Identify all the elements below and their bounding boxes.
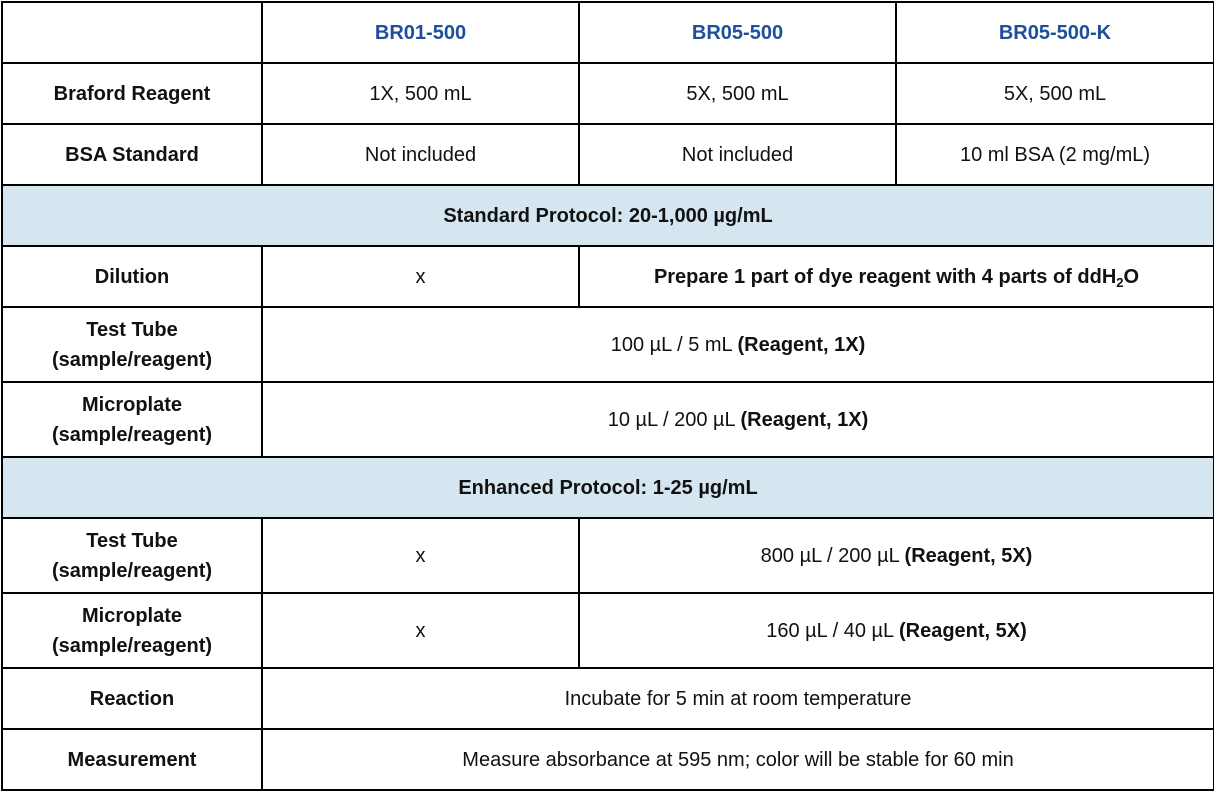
cell: 5X, 500 mL bbox=[579, 63, 896, 124]
dilution-text: Prepare 1 part of dye reagent with 4 parts of ddH bbox=[653, 265, 1117, 288]
row-label-enh-test-tube bbox=[2, 518, 262, 593]
label-line: Microplate bbox=[81, 604, 183, 627]
section-title-standard: Standard Protocol: 20-1,000 µg/mL bbox=[2, 185, 1214, 246]
cell: Incubate for 5 min at room temperature bbox=[262, 668, 1214, 729]
value-text: 800 µL / 200 µL bbox=[760, 544, 905, 567]
label-line: Test Tube bbox=[86, 318, 178, 341]
section-row bbox=[2, 185, 1214, 246]
label-line: (sample/reagent) bbox=[51, 559, 213, 582]
cell bbox=[262, 382, 1214, 457]
cell: Not included bbox=[579, 124, 896, 185]
label-line: (sample/reagent) bbox=[51, 423, 213, 446]
row-label-reaction: Reaction bbox=[2, 668, 262, 729]
value-text: 100 µL / 5 mL bbox=[610, 333, 738, 356]
section-title-enhanced: Enhanced Protocol: 1-25 µg/mL bbox=[2, 457, 1214, 518]
dilution-subscript: 2 bbox=[1116, 274, 1124, 290]
table-row bbox=[2, 668, 1214, 729]
table-row bbox=[2, 593, 1214, 668]
cell: Measure absorbance at 595 nm; color will be stable for 60 min bbox=[262, 729, 1214, 790]
section-row bbox=[2, 457, 1214, 518]
row-label-std-microplate bbox=[2, 382, 262, 457]
value-text: 10 µL / 200 µL bbox=[607, 408, 741, 431]
header-row bbox=[2, 2, 1214, 63]
column-header-br01-500: BR01-500 bbox=[262, 2, 579, 63]
table-row bbox=[2, 729, 1214, 790]
row-label-bsa: BSA Standard bbox=[2, 124, 262, 185]
label-line: (sample/reagent) bbox=[51, 348, 213, 371]
cell: x bbox=[262, 593, 579, 668]
table-row bbox=[2, 246, 1214, 307]
cell: 10 ml BSA (2 mg/mL) bbox=[896, 124, 1214, 185]
label-line: (sample/reagent) bbox=[51, 634, 213, 657]
corner-cell bbox=[2, 2, 262, 63]
value-bold: (Reagent, 5X) bbox=[898, 619, 1027, 642]
value-bold: (Reagent, 5X) bbox=[904, 544, 1033, 567]
table-row bbox=[2, 518, 1214, 593]
cell: x bbox=[262, 518, 579, 593]
table-row bbox=[2, 124, 1214, 185]
label-line: Test Tube bbox=[86, 529, 178, 552]
value-bold: (Reagent, 1X) bbox=[740, 408, 869, 431]
dilution-text-end: O bbox=[1123, 265, 1140, 288]
cell bbox=[579, 593, 1214, 668]
row-label-measurement: Measurement bbox=[2, 729, 262, 790]
cell: x bbox=[262, 246, 579, 307]
column-header-br05-500-k: BR05-500-K bbox=[896, 2, 1214, 63]
row-label-std-test-tube bbox=[2, 307, 262, 382]
cell bbox=[579, 518, 1214, 593]
column-header-br05-500: BR05-500 bbox=[579, 2, 896, 63]
table-row bbox=[2, 382, 1214, 457]
value-bold: (Reagent, 1X) bbox=[737, 333, 866, 356]
row-label-enh-microplate bbox=[2, 593, 262, 668]
cell: 1X, 500 mL bbox=[262, 63, 579, 124]
cell bbox=[262, 307, 1214, 382]
value-text: 160 µL / 40 µL bbox=[766, 619, 899, 642]
cell: 5X, 500 mL bbox=[896, 63, 1214, 124]
table-row bbox=[2, 63, 1214, 124]
label-line: Microplate bbox=[81, 393, 183, 416]
row-label-reagent: Braford Reagent bbox=[2, 63, 262, 124]
table-row bbox=[2, 307, 1214, 382]
cell: Not included bbox=[262, 124, 579, 185]
product-comparison-table bbox=[1, 1, 1214, 791]
row-label-dilution: Dilution bbox=[2, 246, 262, 307]
dilution-instruction bbox=[579, 246, 1214, 307]
